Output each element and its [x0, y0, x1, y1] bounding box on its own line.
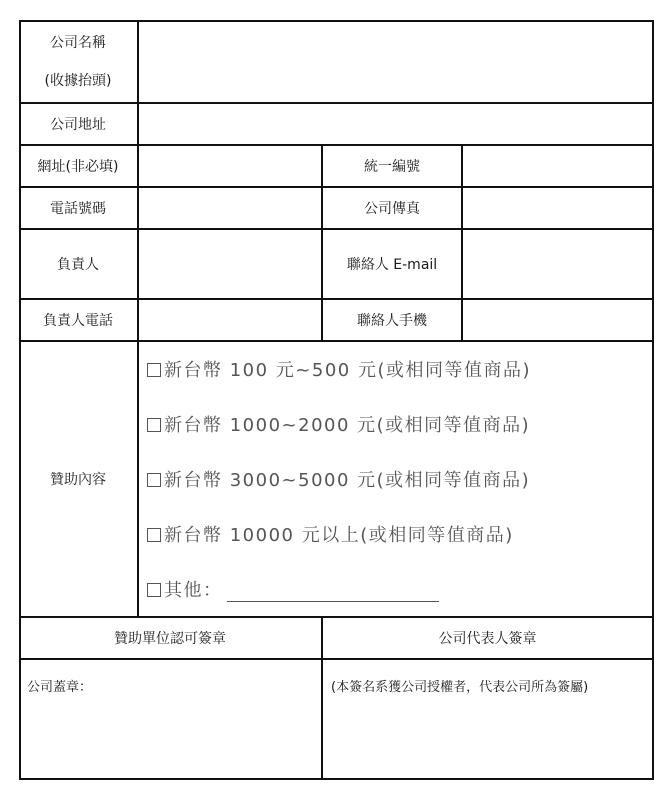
authorization-note: (本簽名系獲公司授權者，代表公司所為簽屬): [331, 680, 589, 695]
website-field[interactable]: [139, 146, 323, 188]
option-1000-2000[interactable]: [147, 398, 530, 453]
owner-phone-field[interactable]: [139, 300, 323, 342]
option-100-500[interactable]: [147, 343, 531, 398]
representative-signature-area[interactable]: [323, 660, 654, 780]
company-name-label: [19, 20, 139, 104]
sponsorship-options: [139, 342, 654, 618]
checkbox-icon[interactable]: [147, 528, 161, 542]
owner-label: 負責人: [19, 230, 139, 300]
owner-phone-label: 負責人電話: [19, 300, 139, 342]
option-10000-plus[interactable]: [147, 508, 514, 563]
company-name-label-line2: (收據抬頭): [44, 73, 112, 89]
contact-mobile-field[interactable]: [463, 300, 654, 342]
fax-field[interactable]: [463, 188, 654, 230]
company-seal-area[interactable]: [19, 660, 323, 780]
tax-id-label: 統一編號: [323, 146, 463, 188]
option-label: 其他：: [164, 580, 223, 601]
option-label: 新台幣 1000~2000 元(或相同等值商品): [164, 415, 531, 436]
company-seal-label: 公司蓋章：: [27, 680, 93, 695]
contact-mobile-label: 聯絡人手機: [323, 300, 463, 342]
checkbox-icon[interactable]: [147, 418, 161, 432]
sponsorship-label: 贊助內容: [19, 342, 139, 618]
owner-field[interactable]: [139, 230, 323, 300]
representative-signature-header: 公司代表人簽章: [323, 618, 654, 660]
contact-email-field[interactable]: [463, 230, 654, 300]
company-name-label-line1: 公司名稱: [50, 35, 106, 51]
other-blank-line[interactable]: [227, 600, 439, 602]
checkbox-icon[interactable]: [147, 363, 161, 377]
option-label: 新台幣 100 元~500 元(或相同等值商品): [164, 360, 532, 381]
phone-label: 電話號碼: [19, 188, 139, 230]
fax-label: 公司傳真: [323, 188, 463, 230]
sponsor-seal-header: 贊助單位認可簽章: [19, 618, 323, 660]
checkbox-icon[interactable]: [147, 473, 161, 487]
company-address-field[interactable]: [139, 104, 654, 146]
company-address-label: 公司地址: [19, 104, 139, 146]
company-name-field[interactable]: [139, 20, 654, 104]
option-label: 新台幣 3000~5000 元(或相同等值商品): [164, 470, 531, 491]
option-other[interactable]: [147, 563, 439, 618]
phone-field[interactable]: [139, 188, 323, 230]
contact-email-label: 聯絡人 E-mail: [323, 230, 463, 300]
sponsorship-form: [19, 20, 654, 780]
checkbox-icon[interactable]: [147, 583, 161, 597]
option-3000-5000[interactable]: [147, 453, 530, 508]
tax-id-field[interactable]: [463, 146, 654, 188]
option-label: 新台幣 10000 元以上(或相同等值商品): [164, 525, 514, 546]
website-label: 網址(非必填): [19, 146, 139, 188]
